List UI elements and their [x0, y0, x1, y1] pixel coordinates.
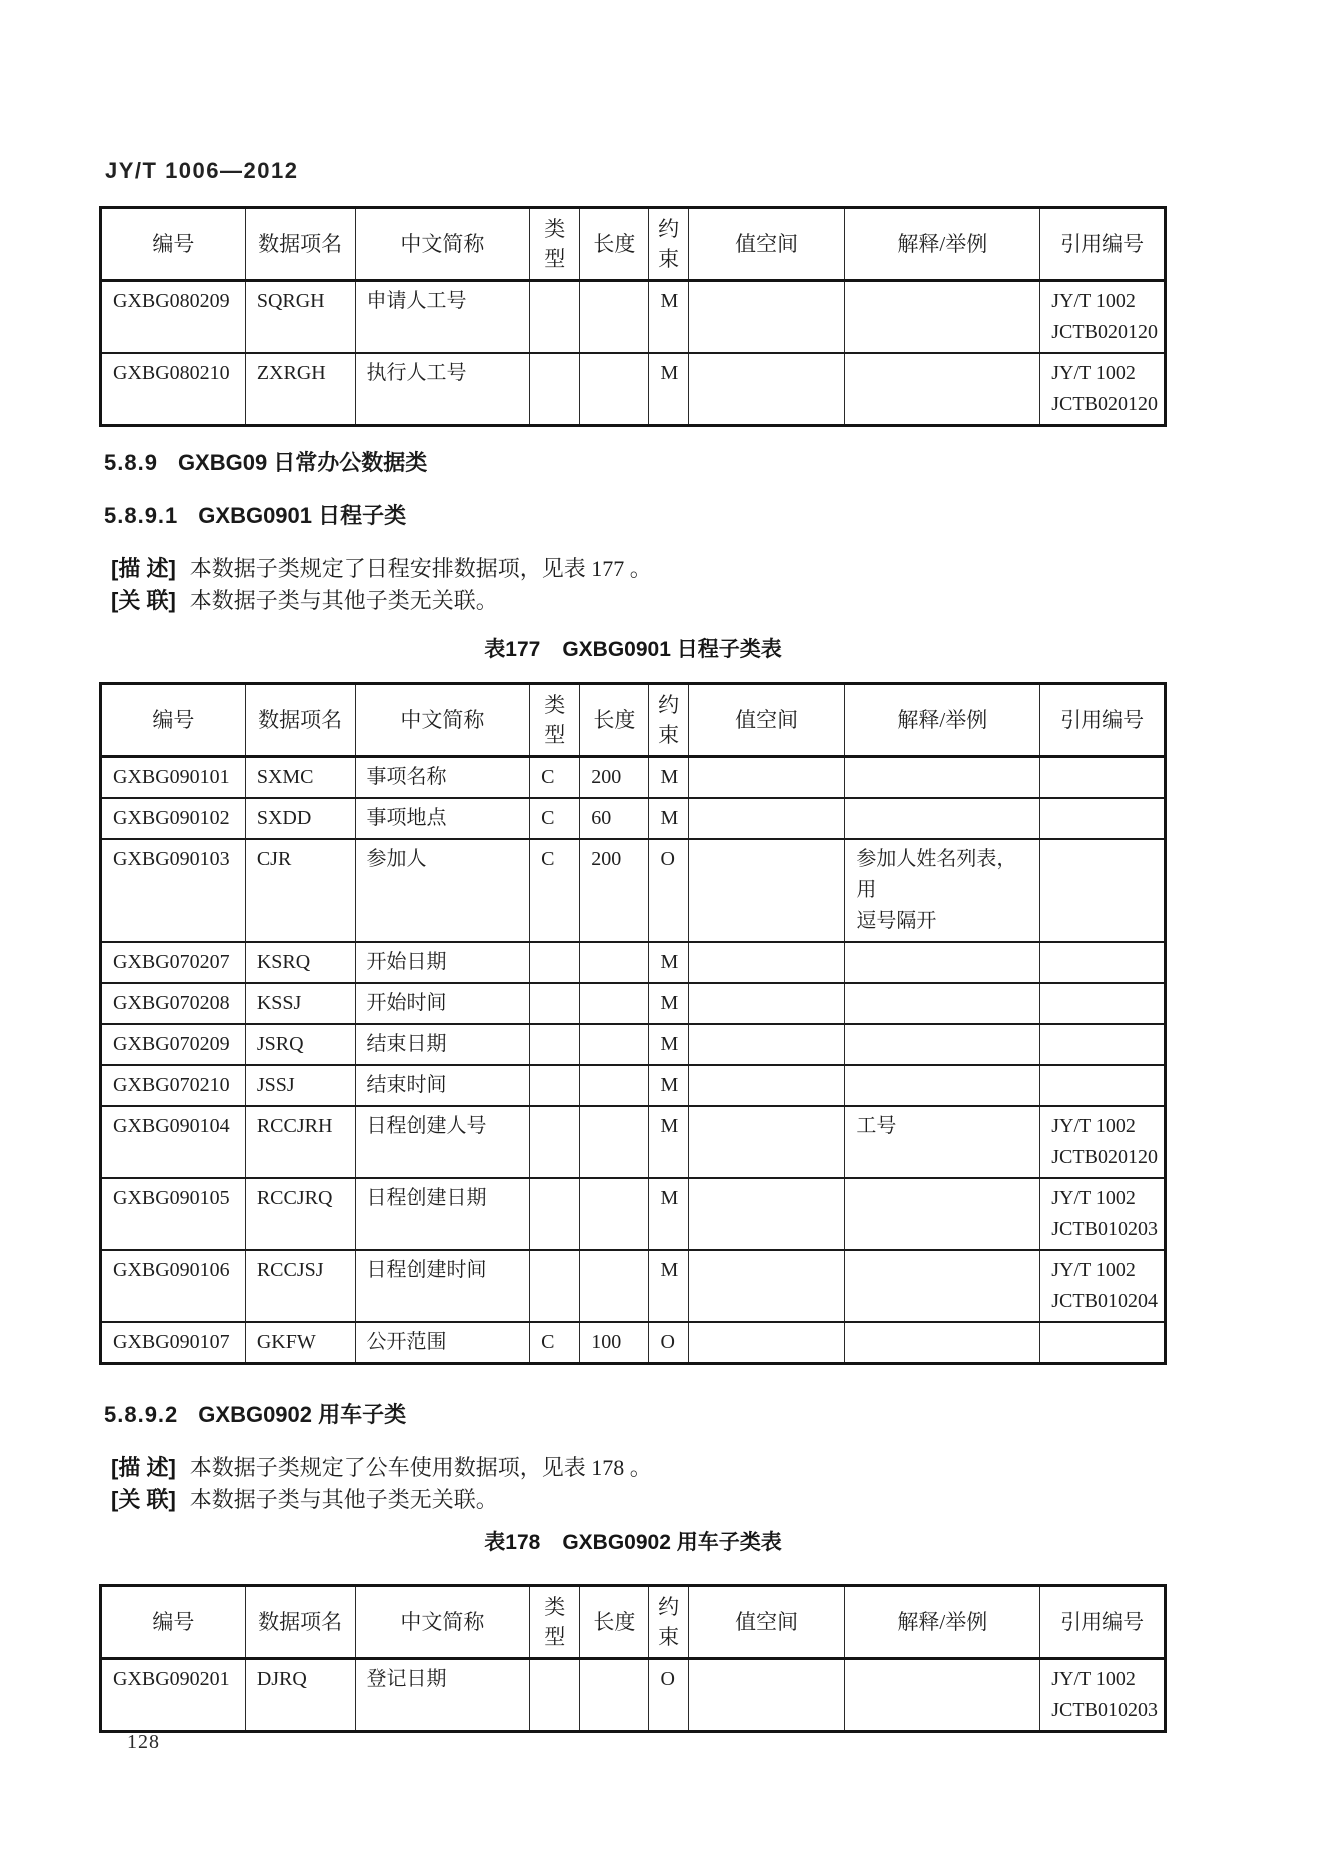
cell-value-space — [688, 757, 845, 799]
cell-length — [580, 983, 649, 1024]
cell-explanation — [845, 798, 1040, 839]
cell-item-name: SXMC — [245, 757, 355, 799]
cell-value-space — [688, 983, 845, 1024]
cell-length — [580, 942, 649, 983]
cell-value-space — [688, 1250, 845, 1322]
cell-cn-name: 参加人 — [355, 839, 530, 942]
cell-type — [530, 353, 580, 426]
data-table-178-vehicle-subclass — [99, 1584, 1167, 1733]
document-code-header: JY/T 1006—2012 — [105, 158, 299, 183]
cell-length — [580, 353, 649, 426]
description-paragraph-177 — [111, 553, 1167, 584]
table-header-row — [101, 1586, 1166, 1659]
cell-type — [530, 1178, 580, 1250]
table-row — [101, 1659, 1166, 1732]
column-header-type: 类 型 — [530, 684, 580, 757]
relation-paragraph-178 — [111, 1484, 1167, 1515]
cell-type — [530, 1250, 580, 1322]
relation-text: 本数据子类与其他子类无关联。 — [189, 588, 498, 613]
cell-constraint: M — [649, 942, 688, 983]
cell-item-name: KSRQ — [245, 942, 355, 983]
cell-type: C — [530, 1322, 580, 1364]
cell-explanation — [845, 757, 1040, 799]
cell-item-name: GKFW — [245, 1322, 355, 1364]
table-caption-label: 表178 — [484, 1531, 541, 1554]
cell-constraint: M — [649, 281, 688, 354]
column-header-cn-name: 中文简称 — [355, 208, 530, 281]
cell-type: C — [530, 798, 580, 839]
cell-explanation — [845, 281, 1040, 354]
cell-cn-name: 执行人工号 — [355, 353, 530, 426]
relation-paragraph-177 — [111, 585, 1167, 616]
cell-cn-name: 日程创建日期 — [355, 1178, 530, 1250]
section-title: GXBG0901 日程子类 — [198, 503, 407, 528]
cell-item-name: RCCJRQ — [245, 1178, 355, 1250]
section-number: 5.8.9.1 — [104, 503, 179, 528]
cell-reference — [1040, 1322, 1166, 1364]
document-page — [99, 0, 1167, 1733]
cell-id: GXBG090104 — [101, 1106, 246, 1178]
cell-id: GXBG090106 — [101, 1250, 246, 1322]
column-header-value-space: 值空间 — [688, 1586, 845, 1659]
cell-value-space — [688, 1178, 845, 1250]
cell-reference — [1040, 1065, 1166, 1106]
table-header-row — [101, 208, 1166, 281]
cell-constraint: M — [649, 1024, 688, 1065]
table-row — [101, 1106, 1166, 1178]
cell-constraint: M — [649, 1065, 688, 1106]
column-header-length: 长度 — [580, 208, 649, 281]
column-header-explanation: 解释/举例 — [845, 684, 1040, 757]
column-header-cn-name: 中文简称 — [355, 1586, 530, 1659]
description-tag: [描 述] — [111, 1455, 176, 1480]
cell-constraint: M — [649, 983, 688, 1024]
cell-value-space — [688, 1106, 845, 1178]
table-row — [101, 1250, 1166, 1322]
cell-cn-name: 登记日期 — [355, 1659, 530, 1732]
cell-type — [530, 942, 580, 983]
data-table-177-schedule-subclass — [99, 682, 1167, 1365]
relation-tag: [关 联] — [111, 588, 176, 613]
section-heading-5-8-9-2 — [104, 1400, 1167, 1430]
table-caption-label: 表177 — [484, 638, 541, 661]
cell-length — [580, 281, 649, 354]
cell-reference: JY/T 1002 JCTB010203 — [1040, 1659, 1166, 1732]
cell-explanation — [845, 1024, 1040, 1065]
column-header-item-name: 数据项名 — [245, 1586, 355, 1659]
cell-type — [530, 1065, 580, 1106]
cell-reference: JY/T 1002 JCTB010204 — [1040, 1250, 1166, 1322]
section-heading-5-8-9-1 — [104, 501, 1167, 531]
section-title: GXBG0902 用车子类 — [198, 1402, 407, 1427]
cell-explanation — [845, 1659, 1040, 1732]
description-text: 本数据子类规定了日程安排数据项，见表 177 。 — [189, 556, 652, 581]
column-header-reference: 引用编号 — [1040, 1586, 1166, 1659]
cell-type: C — [530, 757, 580, 799]
column-header-constraint: 约 束 — [649, 1586, 688, 1659]
table-header-row — [101, 684, 1166, 757]
cell-id: GXBG080210 — [101, 353, 246, 426]
cell-constraint: O — [649, 839, 688, 942]
column-header-id: 编号 — [101, 1586, 246, 1659]
cell-length — [580, 1659, 649, 1732]
cell-explanation: 参加人姓名列表，用 逗号隔开 — [845, 839, 1040, 942]
cell-item-name: RCCJSJ — [245, 1250, 355, 1322]
cell-constraint: O — [649, 1659, 688, 1732]
cell-constraint: M — [649, 757, 688, 799]
data-table-gxbg08-continued — [99, 206, 1167, 427]
cell-length — [580, 1178, 649, 1250]
table-177-caption — [99, 636, 1167, 664]
relation-text: 本数据子类与其他子类无关联。 — [189, 1487, 498, 1512]
cell-explanation — [845, 1322, 1040, 1364]
cell-value-space — [688, 798, 845, 839]
cell-id: GXBG090102 — [101, 798, 246, 839]
column-header-id: 编号 — [101, 208, 246, 281]
column-header-cn-name: 中文简称 — [355, 684, 530, 757]
column-header-value-space: 值空间 — [688, 208, 845, 281]
cell-reference — [1040, 942, 1166, 983]
table-row — [101, 1065, 1166, 1106]
column-header-length: 长度 — [580, 684, 649, 757]
column-header-explanation: 解释/举例 — [845, 208, 1040, 281]
cell-item-name: SQRGH — [245, 281, 355, 354]
cell-constraint: M — [649, 1250, 688, 1322]
cell-item-name: JSRQ — [245, 1024, 355, 1065]
description-text: 本数据子类规定了公车使用数据项，见表 178 。 — [189, 1455, 652, 1480]
cell-id: GXBG070210 — [101, 1065, 246, 1106]
cell-type — [530, 1106, 580, 1178]
cell-cn-name: 日程创建时间 — [355, 1250, 530, 1322]
page-number: 128 — [127, 1731, 160, 1753]
cell-item-name: JSSJ — [245, 1065, 355, 1106]
cell-item-name: RCCJRH — [245, 1106, 355, 1178]
cell-constraint: M — [649, 798, 688, 839]
cell-item-name: DJRQ — [245, 1659, 355, 1732]
cell-reference — [1040, 757, 1166, 799]
cell-type — [530, 281, 580, 354]
table-row — [101, 757, 1166, 799]
cell-reference — [1040, 839, 1166, 942]
cell-cn-name: 事项地点 — [355, 798, 530, 839]
cell-reference — [1040, 1024, 1166, 1065]
cell-item-name: CJR — [245, 839, 355, 942]
cell-explanation: 工号 — [845, 1106, 1040, 1178]
cell-cn-name: 结束日期 — [355, 1024, 530, 1065]
column-header-item-name: 数据项名 — [245, 684, 355, 757]
section-title: GXBG09 日常办公数据类 — [177, 450, 428, 475]
column-header-reference: 引用编号 — [1040, 208, 1166, 281]
cell-value-space — [688, 1659, 845, 1732]
cell-reference: JY/T 1002 JCTB020120 — [1040, 353, 1166, 426]
description-paragraph-178 — [111, 1452, 1167, 1483]
cell-length — [580, 1106, 649, 1178]
column-header-id: 编号 — [101, 684, 246, 757]
cell-cn-name: 公开范围 — [355, 1322, 530, 1364]
cell-id: GXBG090107 — [101, 1322, 246, 1364]
cell-id: GXBG090201 — [101, 1659, 246, 1732]
cell-explanation — [845, 983, 1040, 1024]
cell-constraint: M — [649, 1106, 688, 1178]
cell-length — [580, 1065, 649, 1106]
cell-value-space — [688, 353, 845, 426]
column-header-value-space: 值空间 — [688, 684, 845, 757]
relation-tag: [关 联] — [111, 1487, 176, 1512]
cell-reference: JY/T 1002 JCTB020120 — [1040, 281, 1166, 354]
table-row — [101, 839, 1166, 942]
cell-cn-name: 开始时间 — [355, 983, 530, 1024]
cell-explanation — [845, 1065, 1040, 1106]
cell-id: GXBG070207 — [101, 942, 246, 983]
column-header-constraint: 约 束 — [649, 684, 688, 757]
section-number: 5.8.9 — [104, 450, 158, 475]
table-row — [101, 281, 1166, 354]
cell-item-name: SXDD — [245, 798, 355, 839]
cell-value-space — [688, 1024, 845, 1065]
cell-type — [530, 1024, 580, 1065]
cell-cn-name: 结束时间 — [355, 1065, 530, 1106]
cell-value-space — [688, 281, 845, 354]
cell-constraint: M — [649, 353, 688, 426]
table-row — [101, 1178, 1166, 1250]
cell-id: GXBG090105 — [101, 1178, 246, 1250]
cell-id: GXBG090101 — [101, 757, 246, 799]
cell-cn-name: 事项名称 — [355, 757, 530, 799]
cell-value-space — [688, 1065, 845, 1106]
cell-reference — [1040, 983, 1166, 1024]
cell-length — [580, 1024, 649, 1065]
cell-explanation — [845, 1250, 1040, 1322]
cell-id: GXBG090103 — [101, 839, 246, 942]
cell-id: GXBG080209 — [101, 281, 246, 354]
column-header-type: 类 型 — [530, 1586, 580, 1659]
cell-constraint: M — [649, 1178, 688, 1250]
cell-cn-name: 日程创建人号 — [355, 1106, 530, 1178]
cell-value-space — [688, 942, 845, 983]
table-caption-title: GXBG0902 用车子类表 — [562, 1531, 782, 1554]
column-header-reference: 引用编号 — [1040, 684, 1166, 757]
cell-id: GXBG070209 — [101, 1024, 246, 1065]
cell-reference — [1040, 798, 1166, 839]
column-header-explanation: 解释/举例 — [845, 1586, 1040, 1659]
cell-reference: JY/T 1002 JCTB020120 — [1040, 1106, 1166, 1178]
cell-length: 60 — [580, 798, 649, 839]
cell-item-name: ZXRGH — [245, 353, 355, 426]
description-tag: [描 述] — [111, 556, 176, 581]
cell-length — [580, 1250, 649, 1322]
cell-cn-name: 开始日期 — [355, 942, 530, 983]
column-header-type: 类 型 — [530, 208, 580, 281]
table-row — [101, 353, 1166, 426]
cell-type — [530, 1659, 580, 1732]
cell-reference: JY/T 1002 JCTB010203 — [1040, 1178, 1166, 1250]
cell-id: GXBG070208 — [101, 983, 246, 1024]
table-row — [101, 1322, 1166, 1364]
cell-type — [530, 983, 580, 1024]
table-178-caption — [99, 1529, 1167, 1557]
table-caption-title: GXBG0901 日程子类表 — [562, 638, 782, 661]
cell-explanation — [845, 1178, 1040, 1250]
cell-type: C — [530, 839, 580, 942]
cell-length: 200 — [580, 757, 649, 799]
column-header-length: 长度 — [580, 1586, 649, 1659]
cell-explanation — [845, 942, 1040, 983]
cell-explanation — [845, 353, 1040, 426]
cell-value-space — [688, 1322, 845, 1364]
table-row — [101, 798, 1166, 839]
table-row — [101, 1024, 1166, 1065]
cell-length: 100 — [580, 1322, 649, 1364]
cell-constraint: O — [649, 1322, 688, 1364]
cell-cn-name: 申请人工号 — [355, 281, 530, 354]
column-header-item-name: 数据项名 — [245, 208, 355, 281]
section-number: 5.8.9.2 — [104, 1402, 179, 1427]
cell-item-name: KSSJ — [245, 983, 355, 1024]
table-row — [101, 983, 1166, 1024]
column-header-constraint: 约 束 — [649, 208, 688, 281]
cell-value-space — [688, 839, 845, 942]
section-heading-5-8-9 — [104, 448, 1167, 478]
table-row — [101, 942, 1166, 983]
cell-length: 200 — [580, 839, 649, 942]
